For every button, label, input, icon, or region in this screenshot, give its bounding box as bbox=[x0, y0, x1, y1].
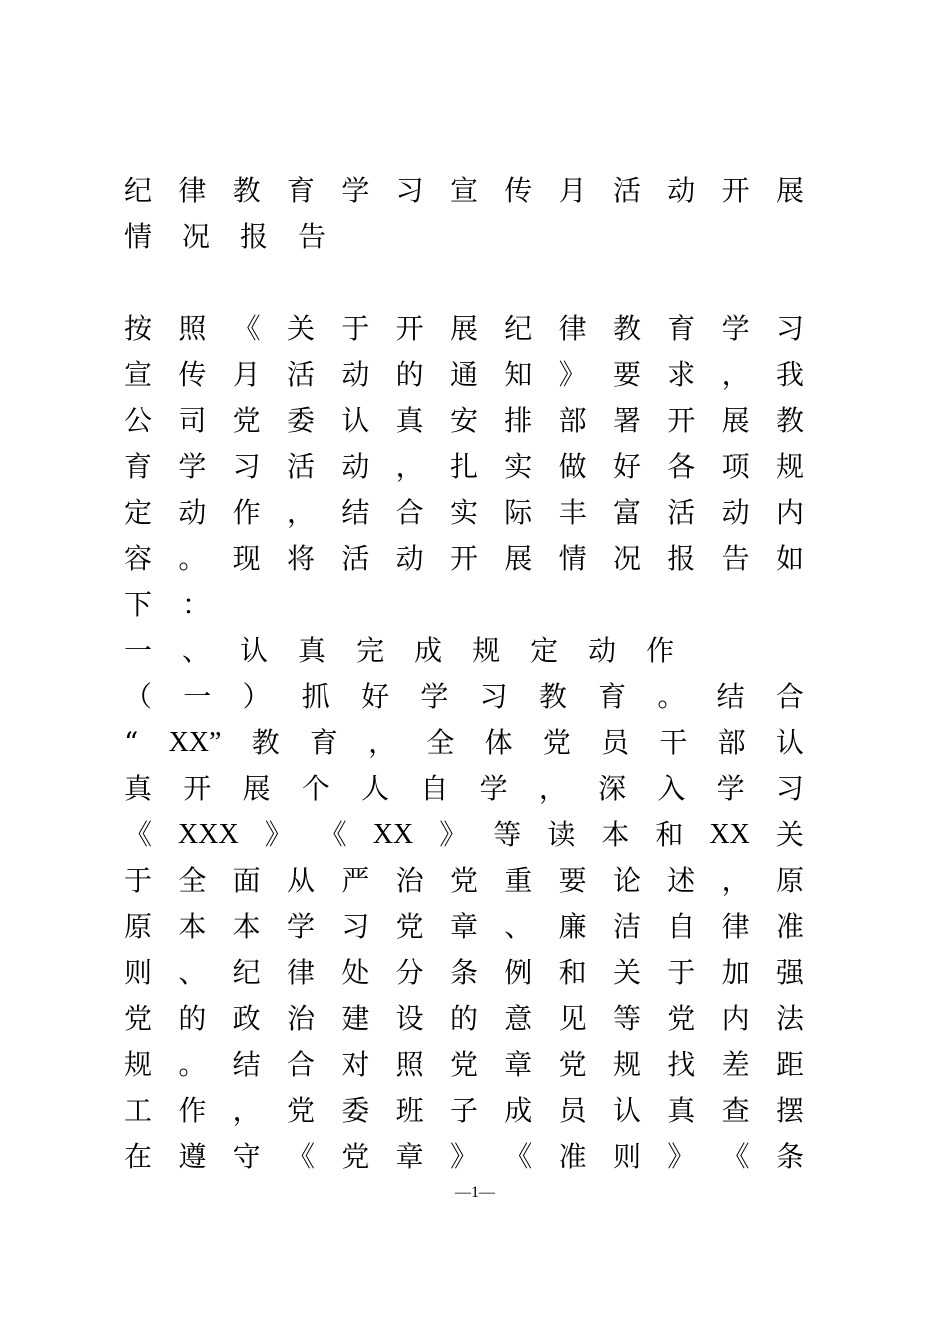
paragraph-line: 下 ： bbox=[124, 588, 211, 621]
paragraph-line: 党 的 政 治 建 设 的 意 见 等 党 内 法 bbox=[124, 1002, 804, 1035]
title-line: 情 况 报 告 bbox=[124, 220, 327, 253]
paragraph-line: （ 一 ） 抓 好 学 习 教 育 。 结 合 bbox=[124, 680, 804, 713]
paragraph-line: 按 照 《 关 于 开 展 纪 律 教 育 学 习 bbox=[124, 312, 804, 345]
paragraph-line: 《 XXX 》 《 XX 》 等 读 本 和 XX 关 bbox=[124, 818, 804, 851]
paragraph-line: “ XX” 教 育 ， 全 体 党 员 干 部 认 bbox=[124, 726, 804, 759]
paragraph-line: 育 学 习 活 动 ， 扎 实 做 好 各 项 规 bbox=[124, 450, 804, 483]
paragraph-line: 于 全 面 从 严 治 党 重 要 论 述 ， 原 bbox=[124, 864, 804, 897]
paragraph-line: 真 开 展 个 人 自 学 ， 深 入 学 习 bbox=[124, 772, 804, 805]
paragraph-line: 宣 传 月 活 动 的 通 知 》 要 求 ， 我 bbox=[124, 358, 804, 391]
paragraph-line: 容 。 现 将 活 动 开 展 情 况 报 告 如 bbox=[124, 542, 804, 575]
paragraph-line: 定 动 作 ， 结 合 实 际 丰 富 活 动 内 bbox=[124, 496, 804, 529]
paragraph-line: 一 、 认 真 完 成 规 定 动 作 bbox=[124, 634, 675, 667]
paragraph-line: 在 遵 守 《 党 章 》 《 准 则 》 《 条 bbox=[124, 1140, 804, 1173]
page-number: —1— bbox=[455, 1184, 495, 1201]
paragraph-line: 工 作 ， 党 委 班 子 成 员 认 真 查 摆 bbox=[124, 1094, 804, 1127]
paragraph-line: 原 本 本 学 习 党 章 、 廉 洁 自 律 准 bbox=[124, 910, 804, 943]
title-line: 纪 律 教 育 学 习 宣 传 月 活 动 开 展 bbox=[124, 174, 804, 207]
paragraph-line: 规 。 结 合 对 照 党 章 党 规 找 差 距 bbox=[124, 1048, 804, 1081]
paragraph-line: 则 、 纪 律 处 分 条 例 和 关 于 加 强 bbox=[124, 956, 804, 989]
paragraph-line: 公 司 党 委 认 真 安 排 部 署 开 展 教 bbox=[124, 404, 804, 437]
